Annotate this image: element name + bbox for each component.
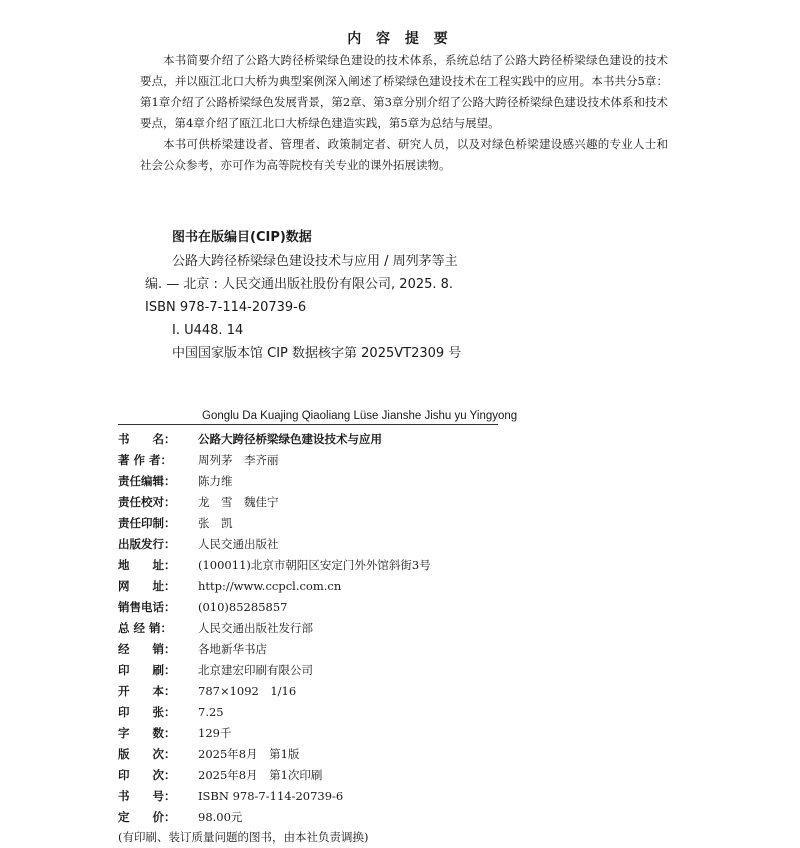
- colophon-row-print-supervisor: [118, 512, 638, 533]
- colophon-label: 责任印制：: [118, 515, 176, 530]
- colophon-row-authors: [118, 449, 638, 470]
- cip-publisher-line: 编. — 北京 : 人民交通出版社股份有限公司, 2025. 8.: [145, 277, 454, 292]
- colophon-value: 张 凯: [198, 515, 233, 530]
- colophon-value: http://www.ccpcl.com.cn: [198, 578, 342, 593]
- colophon-value: 周列茅 李齐丽: [198, 452, 279, 467]
- colophon-label: 销售电话：: [118, 599, 176, 614]
- colophon-value: ISBN 978-7-114-20739-6: [198, 788, 344, 803]
- colophon-row-isbn: [118, 785, 638, 806]
- summary-title: 内 容 提 要: [347, 31, 453, 47]
- colophon-label: 总 经 销：: [118, 620, 173, 635]
- colophon-value: 龙 雪 魏佳宁: [198, 494, 279, 509]
- cip-heading: 图书在版编目(CIP)数据: [172, 230, 312, 245]
- colophon-row-sheets: [118, 701, 638, 722]
- colophon-label: 地 址：: [118, 557, 176, 572]
- colophon-label: 开 本：: [118, 683, 176, 698]
- colophon-label: 著 作 者：: [118, 452, 173, 467]
- colophon-label: 网 址：: [118, 578, 176, 593]
- colophon-row-website: [118, 575, 638, 596]
- cip-classification-line: Ⅰ. U448. 14: [172, 323, 244, 338]
- colophon-value: 人民交通出版社发行部: [198, 620, 313, 635]
- cip-isbn-line: ISBN 978-7-114-20739-6: [145, 300, 307, 315]
- colophon: [118, 428, 638, 848]
- colophon-row-format: [118, 680, 638, 701]
- colophon-label: 印 次：: [118, 767, 176, 782]
- colophon-value: 人民交通出版社: [198, 536, 279, 551]
- colophon-value: 北京建宏印刷有限公司: [198, 662, 313, 677]
- colophon-label: 出版发行：: [118, 536, 176, 551]
- colophon-row-sales-phone: [118, 596, 638, 617]
- colophon-value: 公路大跨径桥梁绿色建设技术与应用: [198, 431, 382, 446]
- colophon-value: 2025年8月 第1次印刷: [198, 767, 323, 782]
- colophon-row-editor: [118, 470, 638, 491]
- colophon-value: 2025年8月 第1版: [198, 746, 300, 761]
- colophon-row-printing: [118, 764, 638, 785]
- summary-paragraph-1: 本书简要介绍了公路大跨径桥梁绿色建设的技术体系，系统总结了公路大跨径桥梁绿色建设的技术要点，并以瓯江北口大桥为典型案例深入阐述了桥梁绿色建设技术在工程实践中的应用。本书共分5章：第1章介绍了公路桥梁绿色发展背景，第2章、第3章分别介绍了公路大跨径桥梁绿色建设技术体系和技术要点，第4章介绍了瓯江北口大桥绿色建造实践，第5章为总结与展望。: [140, 53, 668, 130]
- colophon-row-word-count: [118, 722, 638, 743]
- cip-title-line: 公路大跨径桥梁绿色建设技术与应用 / 周列茅等主: [172, 254, 458, 269]
- colophon-row-price: [118, 806, 638, 827]
- colophon-value: (100011)北京市朝阳区安定门外外馆斜街3号: [198, 557, 431, 572]
- colophon-row-address: [118, 554, 638, 575]
- colophon-label: 书 号：: [118, 788, 176, 803]
- colophon-value: 陈力维: [198, 473, 233, 488]
- colophon-label: 版 次：: [118, 746, 176, 761]
- colophon-label: 经 销：: [118, 641, 176, 656]
- colophon-value: 7.25: [198, 704, 224, 719]
- colophon-value: 129千: [198, 725, 232, 740]
- colophon-row-proofreader: [118, 491, 638, 512]
- colophon-row-general-distributor: [118, 617, 638, 638]
- colophon-row-title: [118, 428, 638, 449]
- colophon-label: 印 张：: [118, 704, 176, 719]
- pinyin-title: Gonglu Da Kuajing Qiaoliang Lüse Jianshe Jishu yu Yingyong: [202, 410, 518, 422]
- colophon-label: 责任校对：: [118, 494, 176, 509]
- colophon-label: 定 价：: [118, 809, 176, 824]
- colophon-label: 印 刷：: [118, 662, 176, 677]
- colophon-row-publisher: [118, 533, 638, 554]
- colophon-label: 责任编辑：: [118, 473, 176, 488]
- colophon-label: 书 名：: [118, 431, 176, 446]
- summary-paragraph-2: 本书可供桥梁建设者、管理者、政策制定者、研究人员，以及对绿色桥梁建设感兴趣的专业人士和社会公众参考，亦可作为高等院校有关专业的课外拓展读物。: [140, 137, 668, 172]
- cip-record-number-line: 中国国家版本馆 CIP 数据核字第 2025VT2309 号: [172, 346, 462, 361]
- colophon-value: 98.00元: [198, 809, 243, 824]
- colophon-divider: [118, 424, 498, 425]
- summary-body: [140, 50, 668, 176]
- colophon-row-edition: [118, 743, 638, 764]
- colophon-value: 787×1092 1/16: [198, 683, 297, 698]
- colophon-row-distributor: [118, 638, 638, 659]
- colophon-value: 各地新华书店: [198, 641, 267, 656]
- quality-footnote: (有印刷、装订质量问题的图书，由本社负责调换): [118, 830, 369, 844]
- colophon-row-printer: [118, 659, 638, 680]
- colophon-value: (010)85285857: [198, 599, 288, 614]
- cip-block: [145, 225, 605, 365]
- colophon-label: 字 数：: [118, 725, 176, 740]
